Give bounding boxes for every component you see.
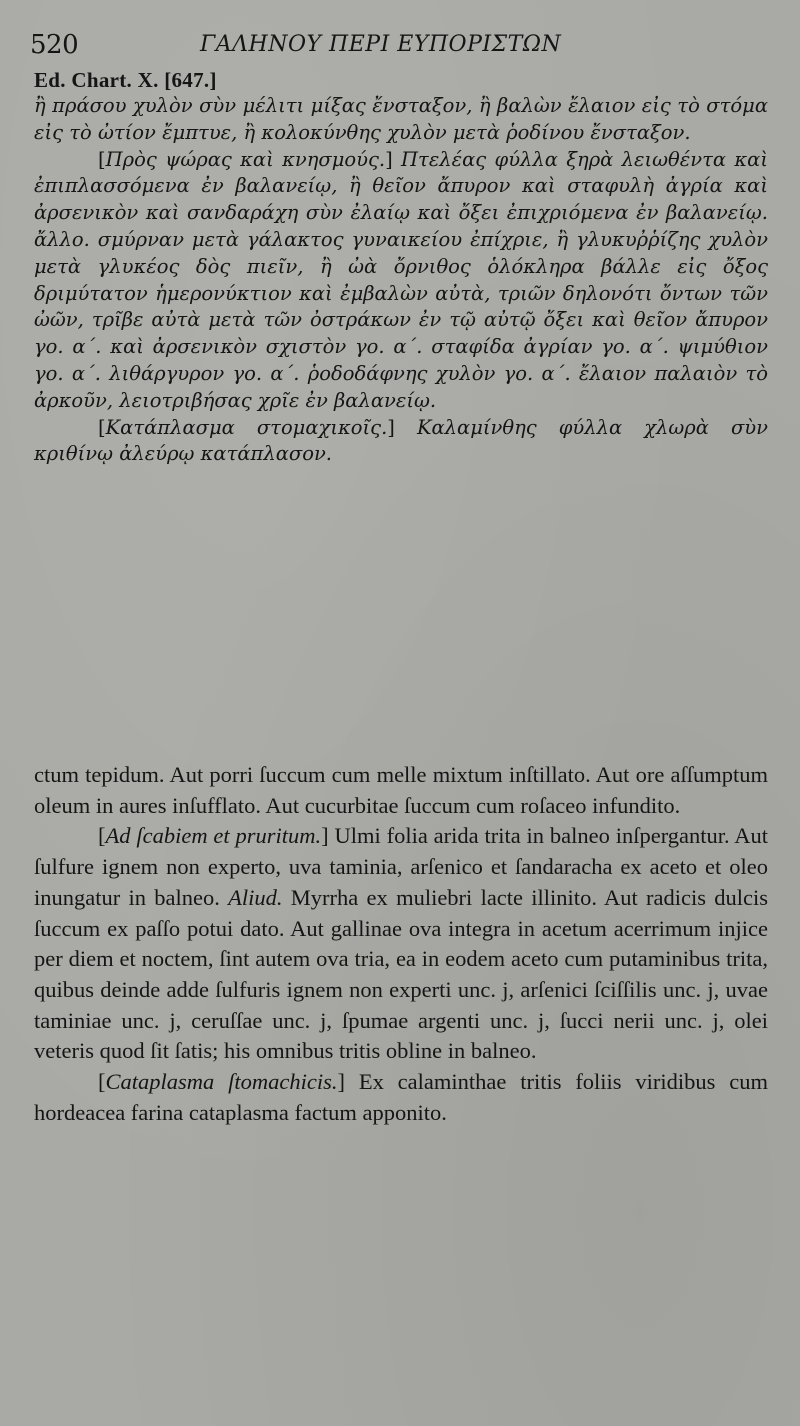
greek-paragraph-2-body: Πτελέας φύλλα ξηρὰ λειωθέντα καὶ ἐπιπλασσόμενα ἐν βαλανείῳ, ἢ θεῖον ἄπυρον καὶ σταφυλὴ ἀγρία καὶ ἀρσενικὸν καὶ σανδαράχη σὺν ἐλαίῳ καὶ ὄξει ἐπιχριόμενα ἐν βαλανείῳ. ἄλλο. σμύρναν μετὰ γάλακτος γυναικείου ἐπίχριε, ἢ γλυκυῤῥίζης χυλὸν μετὰ γλυκέος δὸς πιεῖν, ἢ ὠὰ ὄρνιθος ὁλόκληρα βάλλε εἰς ὄξος δριμύτατον ἡμερονύκτιον καὶ ἐμβαλὼν αὐτὰ, τριῶν δηλονότι ὄντων τῶν ὠῶν, τρῖβε αὐτὰ μετὰ τῶν ὀστράκων ἐν τῷ αὐτῷ ὄξει καὶ θεῖον ἄπυρον γο. α΄. καὶ ἀρσενικὸν σχιστὸν γο. α΄. σταφίδα ἀγρίαν γο. α΄. ψιμύθιον γο. α΄. λιθάργυρον γο. α΄. ῥοδοδάφνης χυλὸν γο. α΄. ἔλαιον παλαιὸν τὸ ἀρκοῦν, λειοτριβήσας χρῖε ἐν βαλανείῳ. <box>34 147 768 412</box>
latin-paragraph-1: ctum tepidum. Aut porri ſuccum cum melle mixtum inſtillato. Aut ore aſſumptum oleum in aures inſufflato. Aut cucurbitae ſuccum cum roſaceo infundito. <box>34 762 768 818</box>
greek-paragraph-1: ἢ πράσου χυλὸν σὺν μέλιτι μίξας ἔνσταξον, ἢ βαλὼν ἔλαιον εἰς τὸ στόμα εἰς τὸ ὠτίον ἔμπτυε, ἢ κολοκύνθης χυλὸν μετὰ ῥοδίνου ἔνσταξον. <box>34 94 768 144</box>
latin-paragraph-2-body-b: Myrrha ex muliebri lacte illinito. Aut radicis dulcis ſuccum ex paſſo potui dato. Aut gallinae ova integra in acetum acerrimum injice per diem et noctem, ſint autem ova tria, ea in eodem aceto cum putaminibus trita, quibus deinde adde ſulfuris ignem non experti unc. j, arſenici ſciſſilis unc. j, uvae taminiae unc. j, ceruſſae unc. j, ſpumae argenti unc. j, ſucci nerii unc. j, olei veteris quod ſit ſatis; his omnibus tritis obline in balneo. <box>34 884 768 1064</box>
latin-section-heading: Cataplasma ſtomachicis. <box>105 1069 338 1095</box>
bracket-open: [ <box>98 147 106 171</box>
latin-paragraph-2-body-a: Ulmi folia arida trita in balneo inſpergantur. Aut ſulfure ignem non experto, uva taminia, arſenico et ſandaracha ex aceto et oleo inungatur in balneo. <box>34 823 768 910</box>
latin-paragraph-3-body: Ex calaminthae tritis foliis viridibus cum hordeacea farina cataplasma factum apponito. <box>34 1069 769 1125</box>
latin-section-heading: Ad ſcabiem et pruritum. <box>105 823 322 849</box>
page-number: 520 <box>30 30 79 60</box>
latin-text-block <box>34 760 768 1128</box>
page-header <box>30 30 770 66</box>
aliud-label: Aliud. <box>228 884 283 910</box>
bracket-close: ] <box>337 1069 345 1095</box>
greek-paragraph-3 <box>34 415 768 469</box>
bracket-open: [ <box>98 415 106 439</box>
bracket-open: [ <box>98 823 106 849</box>
running-title: ΓΑΛΗΝΟΥ ΠΕΡΙ ΕΥΠΟΡΙΣΤΩΝ <box>200 32 562 57</box>
greek-text-block <box>34 93 768 468</box>
latin-paragraph-2 <box>34 821 768 1067</box>
bracket-close: ] <box>385 147 393 171</box>
bracket-close: ] <box>321 823 329 849</box>
bracket-open: [ <box>98 1069 106 1095</box>
edition-reference: Ed. Chart. X. [647.] <box>34 68 217 92</box>
greek-paragraph-3-body: Καλαμίνθης φύλλα χλωρὰ σὺν κριθίνῳ ἀλεύρῳ κατάπλασον. <box>34 415 768 466</box>
greek-section-heading: Κατάπλασμα στομαχικοῖς. <box>105 415 388 439</box>
greek-paragraph-2 <box>34 147 768 415</box>
greek-section-heading: Πρὸς ψώρας καὶ κνησμούς. <box>105 147 386 171</box>
latin-paragraph-3 <box>34 1067 768 1128</box>
bracket-close: ] <box>387 415 395 439</box>
